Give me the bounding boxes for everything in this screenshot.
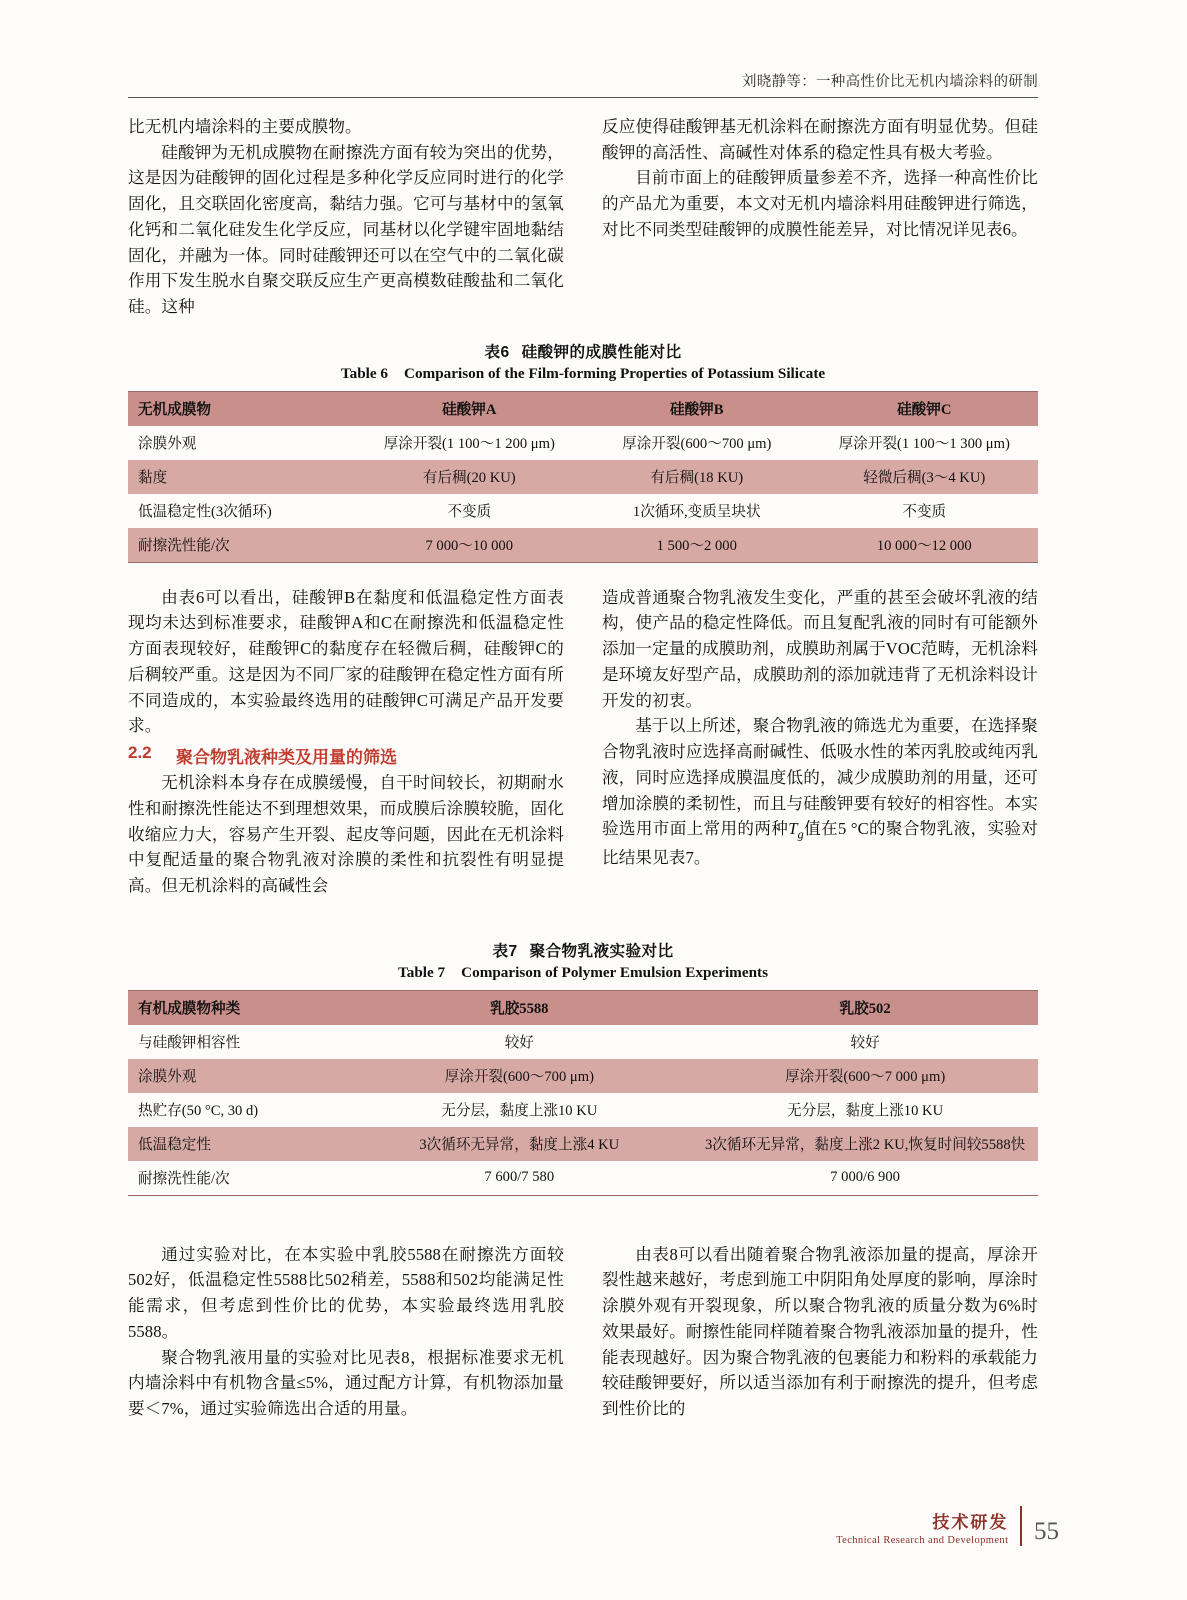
table-6-caption-cn (128, 340, 1038, 362)
table-6-cell: 厚涂开裂(1 100～1 300 μm) (838, 436, 1010, 453)
table-6-cell: 有后稠(18 KU) (583, 460, 811, 494)
table-6-header-cell: 硅酸钾A (356, 391, 584, 426)
body-bottom-columns (128, 1242, 1038, 1422)
table-7-number-cn: 表7 (492, 942, 518, 960)
table-7-number-en: Table 7 (398, 963, 446, 981)
table-row (128, 426, 1038, 460)
paragraph-r4-after: 值在5 °C的聚合物乳液，实验对比结果见表7。 (602, 819, 1039, 867)
table-6-block (128, 340, 1038, 563)
table-7-cell: 与硅酸钾相容性 (138, 1035, 241, 1052)
section-number: 2.2 (128, 743, 152, 763)
running-head-rule (128, 97, 1038, 98)
paragraph-r2: 目前市面上的硅酸钾质量参差不齐，选择一种高性价比的产品尤为重要，本文对无机内墙涂料用硅酸钾进行筛选，对比不同类型硅酸钾的成膜性能差异，对比情况详见表6。 (602, 168, 1038, 239)
table-row (128, 528, 1038, 563)
table-6 (128, 391, 1038, 563)
footer-divider (1020, 1506, 1022, 1546)
table-6-title-en: Comparison of the Film-forming Properties of Potassium Silicate (404, 364, 826, 382)
paragraph-r3: 造成普通聚合物乳液发生变化，严重的甚至会破坏乳液的结构，使产品的稳定性降低。而且复配乳液的同时有可能额外添加一定量的成膜助剂，成膜助剂属于VOC范畴，无机涂料是环境友好型产品，成膜助剂的添加就违背了无机涂料设计开发的初衷。 (602, 587, 1038, 710)
table-6-number-en: Table 6 (340, 364, 388, 382)
table-6-cell: 10 000～12 000 (811, 528, 1039, 563)
table-6-cell: 1次循环,变质呈块状 (632, 504, 761, 521)
table-7-cell: 耐擦洗性能/次 (128, 1161, 346, 1196)
table-7-cell: 热贮存(50 °C, 30 d) (138, 1103, 259, 1120)
table-6-cell: 有后稠(20 KU) (356, 460, 584, 494)
paragraph-l2: 硅酸钾为无机成膜物在耐擦洗方面有较为突出的优势，这是因为硅酸钾的固化过程是多种化学反应同时进行的化学固化，且交联固化密度高，黏结力强。它可与基材中的氢氧化钙和二氧化硅发生化学反应，同基材以化学键牢固地黏结固化，并融为一体。同时硅酸钾还可以在空气中的二氧化碳作用下发生脱水自聚交联反应生产更高模数硅酸盐和二氧化硅。这种 (128, 142, 564, 317)
table-7-cell: 厚涂开裂(600～700 μm) (346, 1059, 692, 1093)
paragraph-r1: 反应使得硅酸钾基无机涂料在耐擦洗方面有明显优势。但硅酸钾的高活性、高碱性对体系的稳定性具有极大考验。 (602, 117, 1038, 162)
left-column-bottom (128, 1242, 564, 1422)
table-6-cell: 轻微后稠(3～4 KU) (811, 460, 1039, 494)
table-6-title-cn: 硅酸钾的成膜性能对比 (521, 343, 682, 361)
table-6-cell: 低温稳定性(3次循环) (138, 504, 272, 521)
table-row (128, 1059, 1038, 1093)
table-row (128, 1093, 1038, 1127)
table-6-header-cell: 无机成膜物 (128, 391, 356, 426)
table-7-title-cn: 聚合物乳液实验对比 (529, 942, 674, 960)
table-7-cell: 较好 (850, 1035, 880, 1052)
body-middle-columns (128, 585, 1038, 899)
paragraph-l1: 比无机内墙涂料的主要成膜物。 (128, 117, 362, 136)
paragraph-r4-before: 基于以上所述，聚合物乳液的筛选尤为重要，在选择聚合物乳液时应选择高耐碱性、低吸水性的苯丙乳胶或纯丙乳液，同时应选择成膜温度低的，减少成膜助剂的用量，还可增加涂膜的柔韧性，而且与硅酸钾要有较好的相容性。本实验选用市面上常用的两种 (602, 716, 1038, 839)
table-7-caption-cn (128, 939, 1038, 961)
paragraph-l4: 无机涂料本身存在成膜缓慢，自干时间较长，初期耐水性和耐擦洗性能达不到理想效果，而成膜后涂膜较脆，固化收缩应力大，容易产生开裂、起皮等问题，因此在无机涂料中复配适量的聚合物乳液对涂膜的柔性和抗裂性有明显提高。但无机涂料的高碱性会 (128, 773, 564, 895)
paragraph-r5: 由表8可以看出随着聚合物乳液添加量的提高，厚涂开裂性越来越好，考虑到施工中阴阳角处厚度的影响，厚涂时涂膜外观有开裂现象，所以聚合物乳液的质量分数为6%时效果最好。耐擦性能同样随着聚合物乳液添加量的提升，性能表现越好。因为聚合物乳液的包裹能力和粉料的承载能力较硅酸钾要好，所以适当添加有利于耐擦洗的提升，但考虑到性价比的 (602, 1244, 1038, 1418)
table-7-cell: 无分层，黏度上涨10 KU (787, 1103, 944, 1120)
table-7-header-cell: 乳胶5588 (346, 990, 692, 1025)
table-6-header-row (128, 391, 1038, 426)
table-7-cell: 7 000/6 900 (692, 1161, 1038, 1196)
left-column-middle (128, 585, 564, 899)
footer-label-en: Technical Research and Development (836, 1535, 1009, 1546)
paragraph-l5: 通过实验对比，在本实验中乳胶5588在耐擦洗方面较502好，低温稳定性5588比502稍差，5588和502均能满足性能需求，但考虑到性价比的优势，本实验最终选用乳胶5588。 (128, 1244, 564, 1341)
page-footer (836, 1506, 1059, 1546)
paragraph-r4 (602, 713, 1038, 870)
page-content (128, 70, 1038, 1422)
right-column-bottom (602, 1242, 1038, 1422)
table-7-caption-en (128, 964, 1038, 982)
table-row (128, 494, 1038, 528)
table-7-header-cell: 有机成膜物种类 (128, 990, 346, 1025)
right-column-middle (602, 585, 1038, 871)
table-6-cell: 涂膜外观 (138, 436, 197, 453)
table-6-cell: 不变质 (447, 504, 492, 521)
table-7 (128, 990, 1038, 1196)
right-column-top (602, 114, 1038, 243)
table-7-header-row (128, 990, 1038, 1025)
footer-label (836, 1508, 1008, 1546)
body-top-columns (128, 114, 1038, 320)
paragraph-l6: 聚合物乳液用量的实验对比见表8，根据标准要求无机内墙涂料中有机物含量≤5%，通过配方计算，有机物添加量要＜7%，通过实验筛选出合适的用量。 (128, 1347, 564, 1418)
table-7-cell: 低温稳定性 (128, 1127, 346, 1161)
table-7-cell: 厚涂开裂(600～7 000 μm) (692, 1059, 1038, 1093)
section-title: 聚合物乳液种类及用量的筛选 (176, 748, 397, 768)
tg-symbol: $T_g$ (788, 819, 804, 842)
table-6-header-cell: 硅酸钾B (583, 391, 811, 426)
table-7-cell: 涂膜外观 (128, 1059, 346, 1093)
table-6-cell: 1 500～2 000 (583, 528, 811, 563)
table-6-cell: 耐擦洗性能/次 (128, 528, 356, 563)
table-7-cell: 3次循环无异常，黏度上涨4 KU (346, 1127, 692, 1161)
page-number: 55 (1034, 1518, 1059, 1545)
table-row (128, 1161, 1038, 1196)
table-6-cell: 7 000～10 000 (356, 528, 584, 563)
table-7-cell: 较好 (504, 1035, 534, 1052)
table-7-cell: 7 600/7 580 (346, 1161, 692, 1196)
table-row (128, 1025, 1038, 1059)
table-7-title-en: Comparison of Polymer Emulsion Experiments (461, 963, 768, 981)
table-7-cell: 无分层，黏度上涨10 KU (441, 1103, 598, 1120)
table-6-cell: 黏度 (128, 460, 356, 494)
table-6-cell: 厚涂开裂(600～700 μm) (622, 436, 772, 453)
table-row (128, 1127, 1038, 1161)
table-6-number-cn: 表6 (484, 343, 510, 361)
paragraph-l3: 由表6可以看出，硅酸钾B在黏度和低温稳定性方面表现均未达到标准要求，硅酸钾A和C在耐擦洗和低温稳定性方面表现较好，硅酸钾C的黏度存在轻微后稠，硅酸钾C的后稠较严重。这是因为不同厂家的硅酸钾在稳定性方面有所不同造成的，本实验最终选用的硅酸钾C可满足产品开发要求。 (128, 587, 564, 736)
table-7-block (128, 939, 1038, 1196)
section-heading-2-2 (128, 743, 564, 768)
table-7-cell: 3次循环无异常，黏度上涨2 KU,恢复时间较5588快 (692, 1127, 1038, 1161)
footer-label-cn: 技术研发 (932, 1513, 1009, 1532)
running-head: 刘晓静等：一种高性价比无机内墙涂料的研制 (742, 74, 1038, 90)
left-column-top (128, 114, 564, 320)
table-6-cell: 不变质 (902, 504, 947, 521)
table-6-header-cell: 硅酸钾C (811, 391, 1039, 426)
table-6-cell: 厚涂开裂(1 100～1 200 μm) (383, 436, 555, 453)
table-6-caption-en (128, 365, 1038, 383)
table-row (128, 460, 1038, 494)
table-7-header-cell: 乳胶502 (692, 990, 1038, 1025)
